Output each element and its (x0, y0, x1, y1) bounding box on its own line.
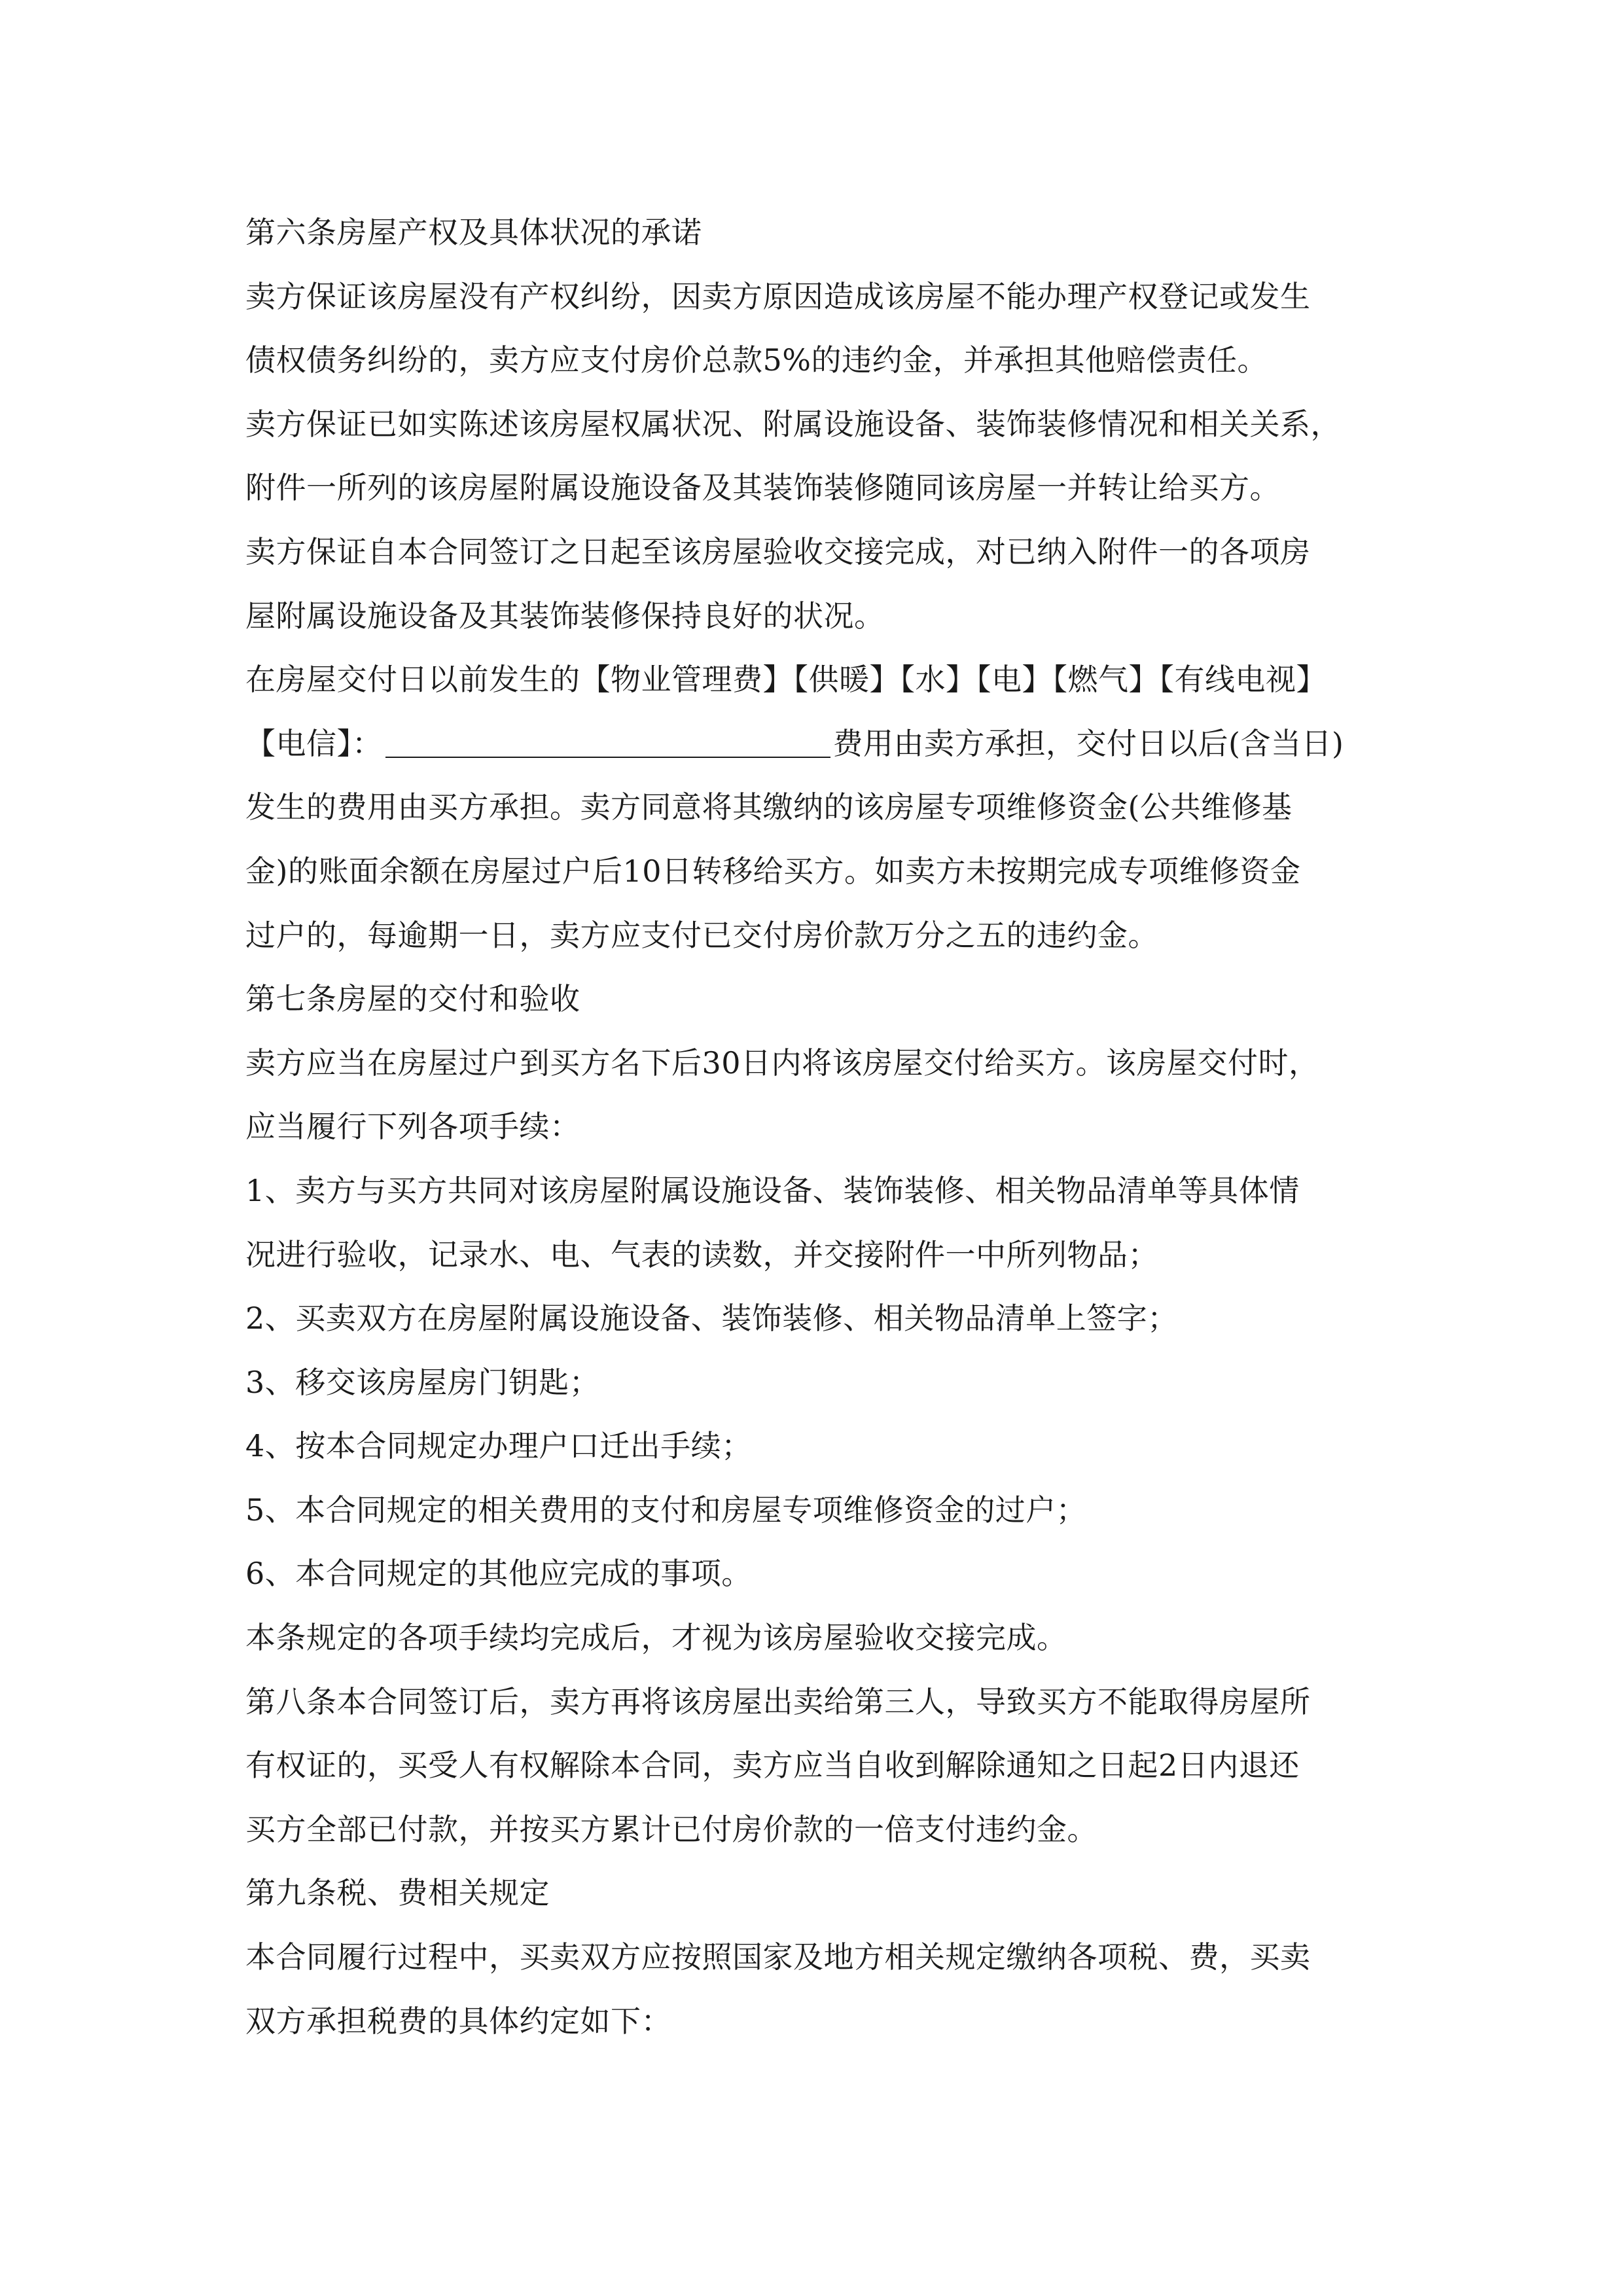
list-item: 5、本合同规定的相关费用的支付和房屋专项维修资金的过户； (245, 1492, 1087, 1528)
article-7-heading: 第七条房屋的交付和验收 (245, 981, 580, 1017)
article-8-text: 第八条本合同签订后，卖方再将该房屋出卖给第三人，导致买方不能取得房屋所 (245, 1683, 1311, 1719)
text-line: 卖方保证已如实陈述该房屋权属状况、附属设施设备、装饰装修情况和相关关系， (245, 406, 1341, 442)
list-item: 6、本合同规定的其他应完成的事项。 (245, 1556, 752, 1592)
text-line: 附件一所列的该房屋附属设施设备及其装饰装修随同该房屋一并转让给买方。 (245, 470, 1280, 506)
text-line: 本条规定的各项手续均完成后，才视为该房屋验收交接完成。 (245, 1620, 1067, 1656)
list-item: 3、移交该房屋房门钥匙； (245, 1364, 600, 1400)
text-line: 本合同履行过程中，买卖双方应按照国家及地方相关规定缴纳各项税、费，买卖 (245, 1939, 1311, 1975)
list-item: 1、卖方与买方共同对该房屋附属设施设备、装饰装修、相关物品清单等具体情 (245, 1172, 1300, 1208)
fill-in-blank (385, 726, 830, 758)
article-9-heading: 第九条税、费相关规定 (245, 1875, 550, 1911)
text-line-with-blank (245, 712, 1423, 776)
text-line: 买方全部已付款，并按买方累计已付房价款的一倍支付违约金。 (245, 1811, 1097, 1847)
document-body (245, 201, 1423, 2053)
text-fragment: 【电信】： (245, 725, 383, 761)
text-line: 金)的账面余额在房屋过户后10日转移给买方。如卖方未按期完成专项维修资金 (245, 853, 1301, 889)
text-line: 在房屋交付日以前发生的【物业管理费】【供暖】【水】【电】【燃气】【有线电视】 (245, 662, 1327, 698)
text-line: 应当履行下列各项手续： (245, 1109, 580, 1145)
list-item: 4、按本合同规定办理户口迁出手续； (245, 1428, 752, 1464)
article-6-heading: 第六条房屋产权及具体状况的承诺 (245, 215, 702, 250)
text-line: 卖方应当在房屋过户到买方名下后30日内将该房屋交付给买方。该房屋交付时， (245, 1045, 1319, 1081)
list-item: 2、买卖双方在房屋附属设施设备、装饰装修、相关物品清单上签字； (245, 1300, 1178, 1336)
text-line: 双方承担税费的具体约定如下： (245, 2003, 671, 2039)
text-line: 过户的，每逾期一日，卖方应支付已交付房价款万分之五的违约金。 (245, 917, 1158, 953)
text-line: 卖方保证自本合同签订之日起至该房屋验收交接完成，对已纳入附件一的各项房 (245, 533, 1311, 569)
text-line: 发生的费用由买方承担。卖方同意将其缴纳的该房屋专项维修资金(公共维修基 (245, 789, 1293, 825)
text-line: 卖方保证该房屋没有产权纠纷，因卖方原因造成该房屋不能办理产权登记或发生 (245, 278, 1311, 314)
text-line: 有权证的，买受人有权解除本合同，卖方应当自收到解除通知之日起2日内退还 (245, 1748, 1300, 1784)
text-line: 屋附属设施设备及其装饰装修保持良好的状况。 (245, 598, 885, 634)
text-line: 况进行验收，记录水、电、气表的读数，并交接附件一中所列物品； (245, 1236, 1158, 1272)
text-line: 债权债务纠纷的，卖方应支付房价总款5%的违约金，并承担其他赔偿责任。 (245, 342, 1268, 378)
text-fragment: 费用由卖方承担，交付日以后(含当日) (832, 725, 1344, 761)
